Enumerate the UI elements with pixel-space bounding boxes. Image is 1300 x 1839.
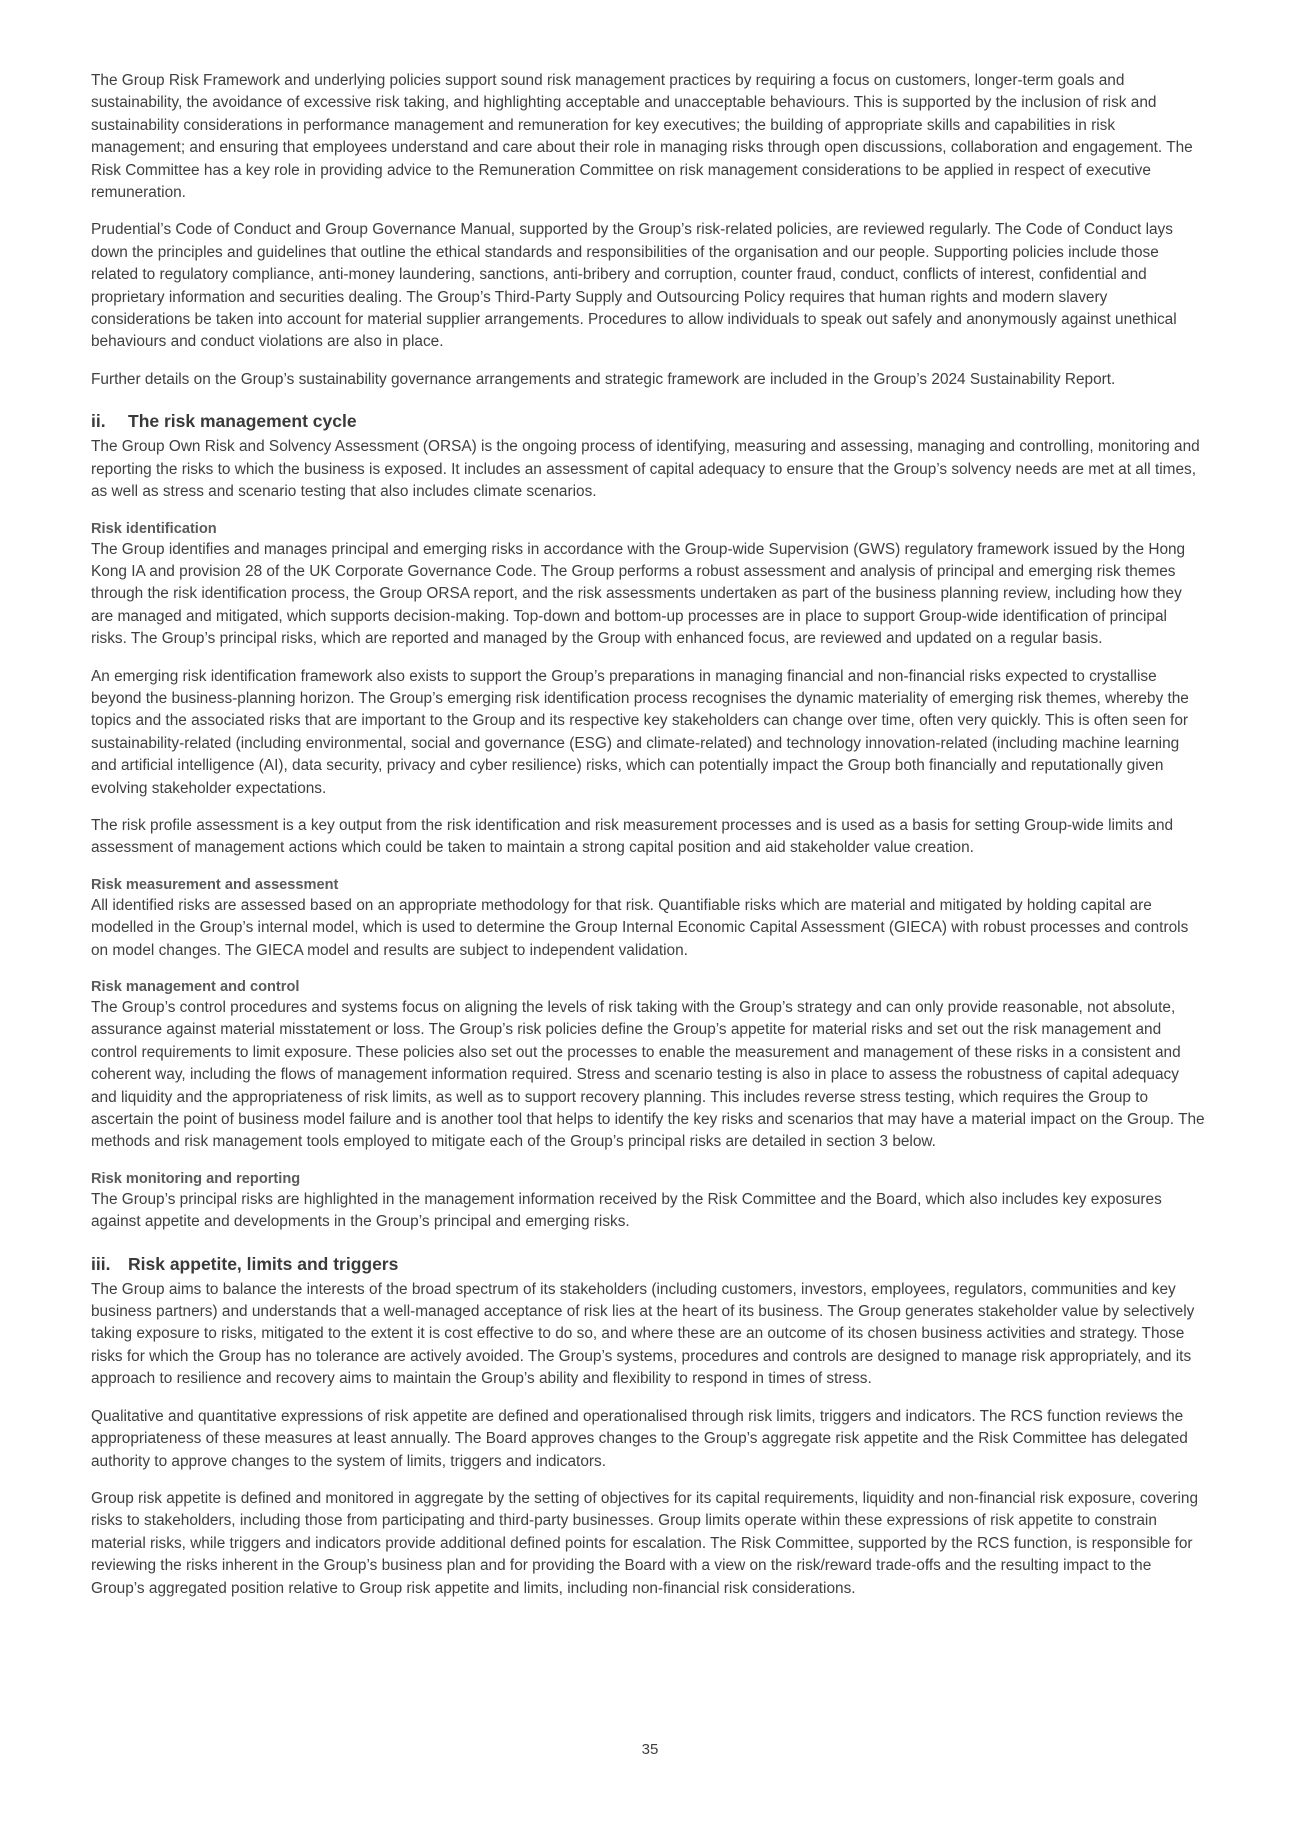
paragraph-risk-monitoring: The Group’s principal risks are highlighted in the management information received by the Risk Committee and the Board, which also includes key exposures against appetite and developments in the Group’s principal and emerging risks. — [91, 1190, 1162, 1231]
paragraph-risk-identification-3: The risk profile assessment is a key output from the risk identification and risk measurement processes and is used as a basis for setting Group-wide limits and assessment of management actions which could be taken to maintain a strong capital position and aid stakeholder value creation. — [91, 816, 1174, 857]
section-number: iii. — [91, 1253, 111, 1274]
paragraph-sustainability-report: Further details on the Group’s sustainability governance arrangements and strategic framework are included in the Group’s 2024 Sustainability Report. — [91, 370, 1116, 388]
section-title: The risk management cycle — [128, 411, 357, 432]
paragraph-risk-identification-2: An emerging risk identification framework also exists to support the Group’s preparations in managing financial and non-financial risks expected to crystallise beyond the business-planning horizon. The Group’s emerging risk identification process recognises the dynamic materiality of emerging risk themes, whereby the topics and the associated risks that are important to the Group and its respective key stakeholders can change over time, often very quickly. This is often seen for sustainability-related (including environmental, social and governance (ESG) and climate-related) and technology innovation-related (including machine learning and artificial intelligence (AI), data security, privacy and cyber resilience) risks, which can potentially impact the Group both financially and reputationally given evolving stakeholder expectations. — [91, 667, 1189, 797]
paragraph-risk-appetite-3: Group risk appetite is defined and monitored in aggregate by the setting of objectives for its capital requirements, liquidity and non-financial risk exposure, covering risks to stakeholders, including those from participating and third-party businesses. Group limits operate within these expressions of risk appetite to constrain material risks, while triggers and indicators provide additional defined points for escalation. The Risk Committee, supported by the RCS function, is responsible for reviewing the risks inherent in the Group’s business plan and for providing the Board with a view on the risk/reward trade-offs and the resulting impact to the Group’s aggregated position relative to Group risk appetite and limits, including non-financial risk considerations. — [91, 1489, 1199, 1597]
section-number: ii. — [91, 411, 106, 432]
paragraph-risk-appetite-1: The Group aims to balance the interests of the broad spectrum of its stakeholders (including customers, investors, employees, regulators, communities and key business partners) and understands that a well-managed acceptance of risk lies at the heart of its business. The Group generates stakeholder value by selectively taking exposure to risks, mitigated to the extent it is cost effective to do so, and where these are an outcome of its chosen business activities and strategy. Those risks for which the Group has no tolerance are actively avoided. The Group’s systems, procedures and controls are designed to manage risk appropriately, and its approach to resilience and recovery aims to maintain the Group’s ability and flexibility to respond in times of stress. — [91, 1280, 1195, 1388]
paragraph-orsa: The Group Own Risk and Solvency Assessment (ORSA) is the ongoing process of identifying, measuring and assessing, managing and controlling, monitoring and reporting the risks to which the business is exposed. It includes an assessment of capital adequacy to ensure that the Group’s solvency needs are met at all times, as well as stress and scenario testing that also includes climate scenarios. — [91, 438, 1200, 501]
subheading-risk-monitoring: Risk monitoring and reporting — [91, 1170, 301, 1187]
section-title: Risk appetite, limits and triggers — [128, 1253, 399, 1274]
subheading-risk-management-control: Risk management and control — [91, 979, 300, 995]
paragraph-risk-identification-1: The Group identifies and manages principal and emerging risks in accordance with the Group-wide Supervision (GWS) regulatory framework issued by the Hong Kong IA and provision 28 of the UK Corporate Governance Code. The Group performs a robust assessment and analysis of principal and emerging risk themes through the risk identification process, the Group ORSA report, and the risk assessments undertaken as part of the business planning review, including how they are managed and mitigated, which supports decision-making. Top-down and bottom-up processes are in place to support Group-wide identification of principal risks. The Group’s principal risks, which are reported and managed by the Group with enhanced focus, are reviewed and updated on a regular basis. — [91, 540, 1186, 648]
paragraph-risk-management-control: The Group’s control procedures and systems focus on aligning the levels of risk taking with the Group’s strategy and can only provide reasonable, not absolute, assurance against material misstatement or loss. The Group’s risk policies define the Group’s appetite for material risks and set out the risk management and control requirements to limit exposure. These policies also set out the processes to enable the measurement and management of these risks in a consistent and coherent way, including the flows of management information required. Stress and scenario testing is also in place to assess the robustness of capital adequacy and liquidity and the appropriateness of risk limits, as well as to support recovery planning. This includes reverse stress testing, which requires the Group to ascertain the point of business model failure and is another tool that helps to identify the key risks and scenarios that may have a material impact on the Group. The methods and risk management tools employed to mitigate each of the Group’s principal risks are detailed in section 3 below. — [91, 999, 1205, 1151]
paragraph-risk-appetite-2: Qualitative and quantitative expressions of risk appetite are defined and operationalised through risk limits, triggers and indicators. The RCS function reviews the appropriateness of these measures at least annually. The Board approves changes to the Group’s aggregate risk appetite and the Risk Committee has delegated authority to approve changes to the system of limits, triggers and indicators. — [91, 1407, 1188, 1470]
paragraph-code-of-conduct: Prudential’s Code of Conduct and Group Governance Manual, supported by the Group’s risk-related policies, are reviewed regularly. The Code of Conduct lays down the principles and guidelines that outline the ethical standards and responsibilities of the organisation and our people. Supporting policies include those related to regulatory compliance, anti-money laundering, sanctions, anti-bribery and corruption, counter fraud, conduct, conflicts of interest, confidential and proprietary information and securities dealing. The Group’s Third-Party Supply and Outsourcing Policy requires that human rights and modern slavery considerations be taken into account for material supplier arrangements. Procedures to allow individuals to speak out safely and anonymously against unethical behaviours and conduct violations are also in place. — [91, 221, 1177, 351]
paragraph-risk-framework: The Group Risk Framework and underlying policies support sound risk management practices by requiring a focus on customers, longer-term goals and sustainability, the avoidance of excessive risk taking, and highlighting acceptable and unacceptable behaviours. This is supported by the inclusion of risk and sustainability considerations in performance management and remuneration for key executives; the building of appropriate skills and capabilities in risk management; and ensuring that employees understand and care about their role in managing risks through open discussions, collaboration and engagement. The Risk Committee has a key role in providing advice to the Remuneration Committee on risk management considerations to be applied in respect of executive remuneration. — [91, 72, 1193, 202]
section-heading-risk-appetite — [91, 1253, 1206, 1275]
subheading-risk-identification: Risk identification — [91, 520, 217, 537]
subheading-risk-measurement: Risk measurement and assessment — [91, 876, 339, 893]
page-number: 35 — [641, 1741, 659, 1758]
section-heading-risk-management-cycle — [91, 410, 1206, 432]
paragraph-risk-measurement: All identified risks are assessed based on an appropriate methodology for that risk. Quantifiable risks which are material and mitigated by holding capital are modelled in the Group’s internal model, which is used to determine the Group Internal Economic Capital Assessment (GIECA) with robust processes and controls on model changes. The GIECA model and results are subject to independent validation. — [91, 896, 1189, 959]
